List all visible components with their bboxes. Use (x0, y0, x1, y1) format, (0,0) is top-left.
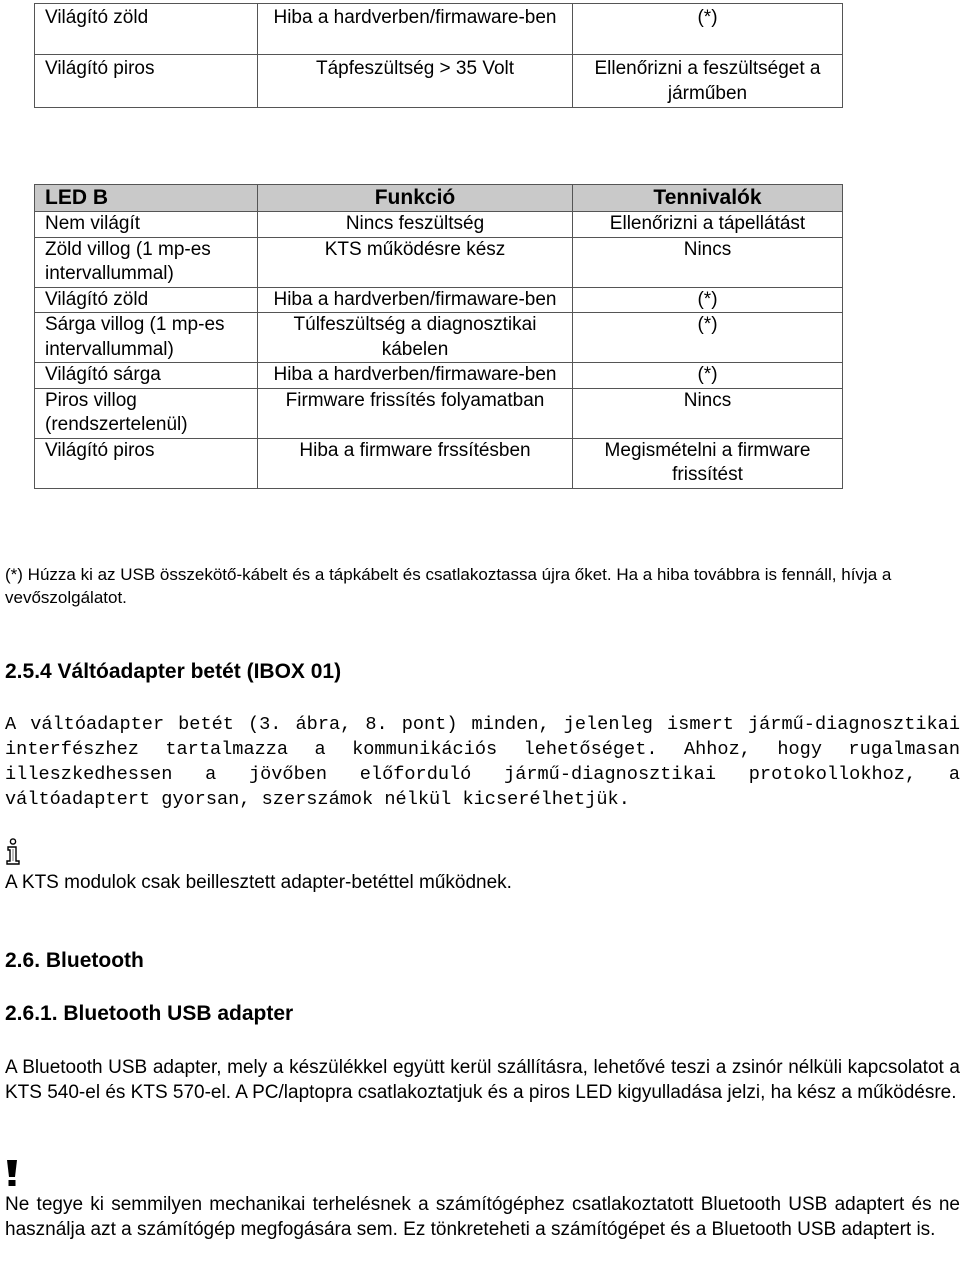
table-cell: (*) (573, 313, 843, 363)
table-cell: Tápfeszültség > 35 Volt (258, 55, 573, 108)
table-row (35, 438, 843, 488)
led-b-table (34, 184, 843, 489)
table-cell: (*) (573, 4, 843, 55)
table-cell: Ellenőrizni a tápellátást (573, 212, 843, 238)
table-cell: Világító zöld (35, 287, 258, 313)
table-cell: Világító sárga (35, 363, 258, 389)
table-cell: Firmware frissítés folyamatban (258, 388, 573, 438)
table-row (35, 4, 843, 55)
table-cell: Nincs (573, 388, 843, 438)
table-cell: Nem világít (35, 212, 258, 238)
table-cell: Megismételni a firmware frissítést (573, 438, 843, 488)
table-cell: (*) (573, 363, 843, 389)
section-heading-2-6-1: 2.6.1. Bluetooth USB adapter (5, 1002, 294, 1025)
table-row (35, 287, 843, 313)
section-paragraph: A Bluetooth USB adapter, mely a készülékkel együtt kerül szállításra, lehetővé teszi a zsinór nélküli kapcsolatot a KTS 540-el és KTS 570-el. A PC/laptopra csatlakoztatjuk és a piros LED kigyulladása jelzi, ha kész a működésre. (5, 1057, 960, 1103)
table-header-cell: Tennivalók (573, 185, 843, 212)
table-row (35, 212, 843, 238)
table-cell: Nincs feszültség (258, 212, 573, 238)
table-cell: (*) (573, 287, 843, 313)
table-cell: Világító piros (35, 438, 258, 488)
table-cell: KTS működésre kész (258, 237, 573, 287)
table-row (35, 388, 843, 438)
section-heading-2-6: 2.6. Bluetooth (5, 949, 144, 972)
info-icon (5, 838, 23, 872)
table-row (35, 313, 843, 363)
table-cell: Ellenőrizni a feszültséget a járműben (573, 55, 843, 108)
table-row (35, 55, 843, 108)
led-table-continuation (34, 3, 843, 108)
table-cell: Hiba a hardverben/firmaware-ben (258, 4, 573, 55)
table-cell: Világító zöld (35, 4, 258, 55)
warning-text: Ne tegye ki semmilyen mechanikai terhelésnek a számítógéphez csatlakoztatott Bluetooth USB adaptert és ne használja azt a számítógép megfogására sem. Ez tönkreteheti a számítógépet és a Bluetooth USB adaptert is. (5, 1194, 960, 1240)
table-cell: Sárga villog (1 mp-es intervallummal) (35, 313, 258, 363)
table-cell: Világító piros (35, 55, 258, 108)
table-header-cell: Funkció (258, 185, 573, 212)
table-row (35, 363, 843, 389)
section-heading-2-5-4: 2.5.4 Váltóadapter betét (IBOX 01) (5, 660, 342, 683)
table-cell: Túlfeszültség a diagnosztikai kábelen (258, 313, 573, 363)
section-paragraph: A váltóadapter betét (3. ábra, 8. pont) minden, jelenleg ismert jármű-diagnosztikai interfészhez tartalmazza a kommunikációs lehetőséget. Ahhoz, hogy rugalmasan illeszkedhessen a jövőben előforduló jármű-diagnosztikai protokollokhoz, a váltóadaptert gyorsan, szerszámok nélkül kicserélhetjük. (5, 714, 960, 810)
table-row (35, 237, 843, 287)
table-header-cell: LED B (35, 185, 258, 212)
table-cell: Hiba a firmware frssítésben (258, 438, 573, 488)
table-cell: Hiba a hardverben/firmaware-ben (258, 363, 573, 389)
table-cell: Piros villog (rendszertelenül) (35, 388, 258, 438)
warning-icon (5, 1159, 19, 1193)
footnote: (*) Húzza ki az USB összekötő-kábelt és a tápkábelt és csatlakoztassa újra őket. Ha a hiba továbbra is fennáll, hívja a vevőszolgálatot. (5, 565, 892, 607)
table-cell: Hiba a hardverben/firmaware-ben (258, 287, 573, 313)
info-note-text: A KTS modulok csak beillesztett adapter-betéttel működnek. (5, 872, 512, 893)
table-header-row (35, 185, 843, 212)
table-cell: Zöld villog (1 mp-es intervallummal) (35, 237, 258, 287)
table-cell: Nincs (573, 237, 843, 287)
